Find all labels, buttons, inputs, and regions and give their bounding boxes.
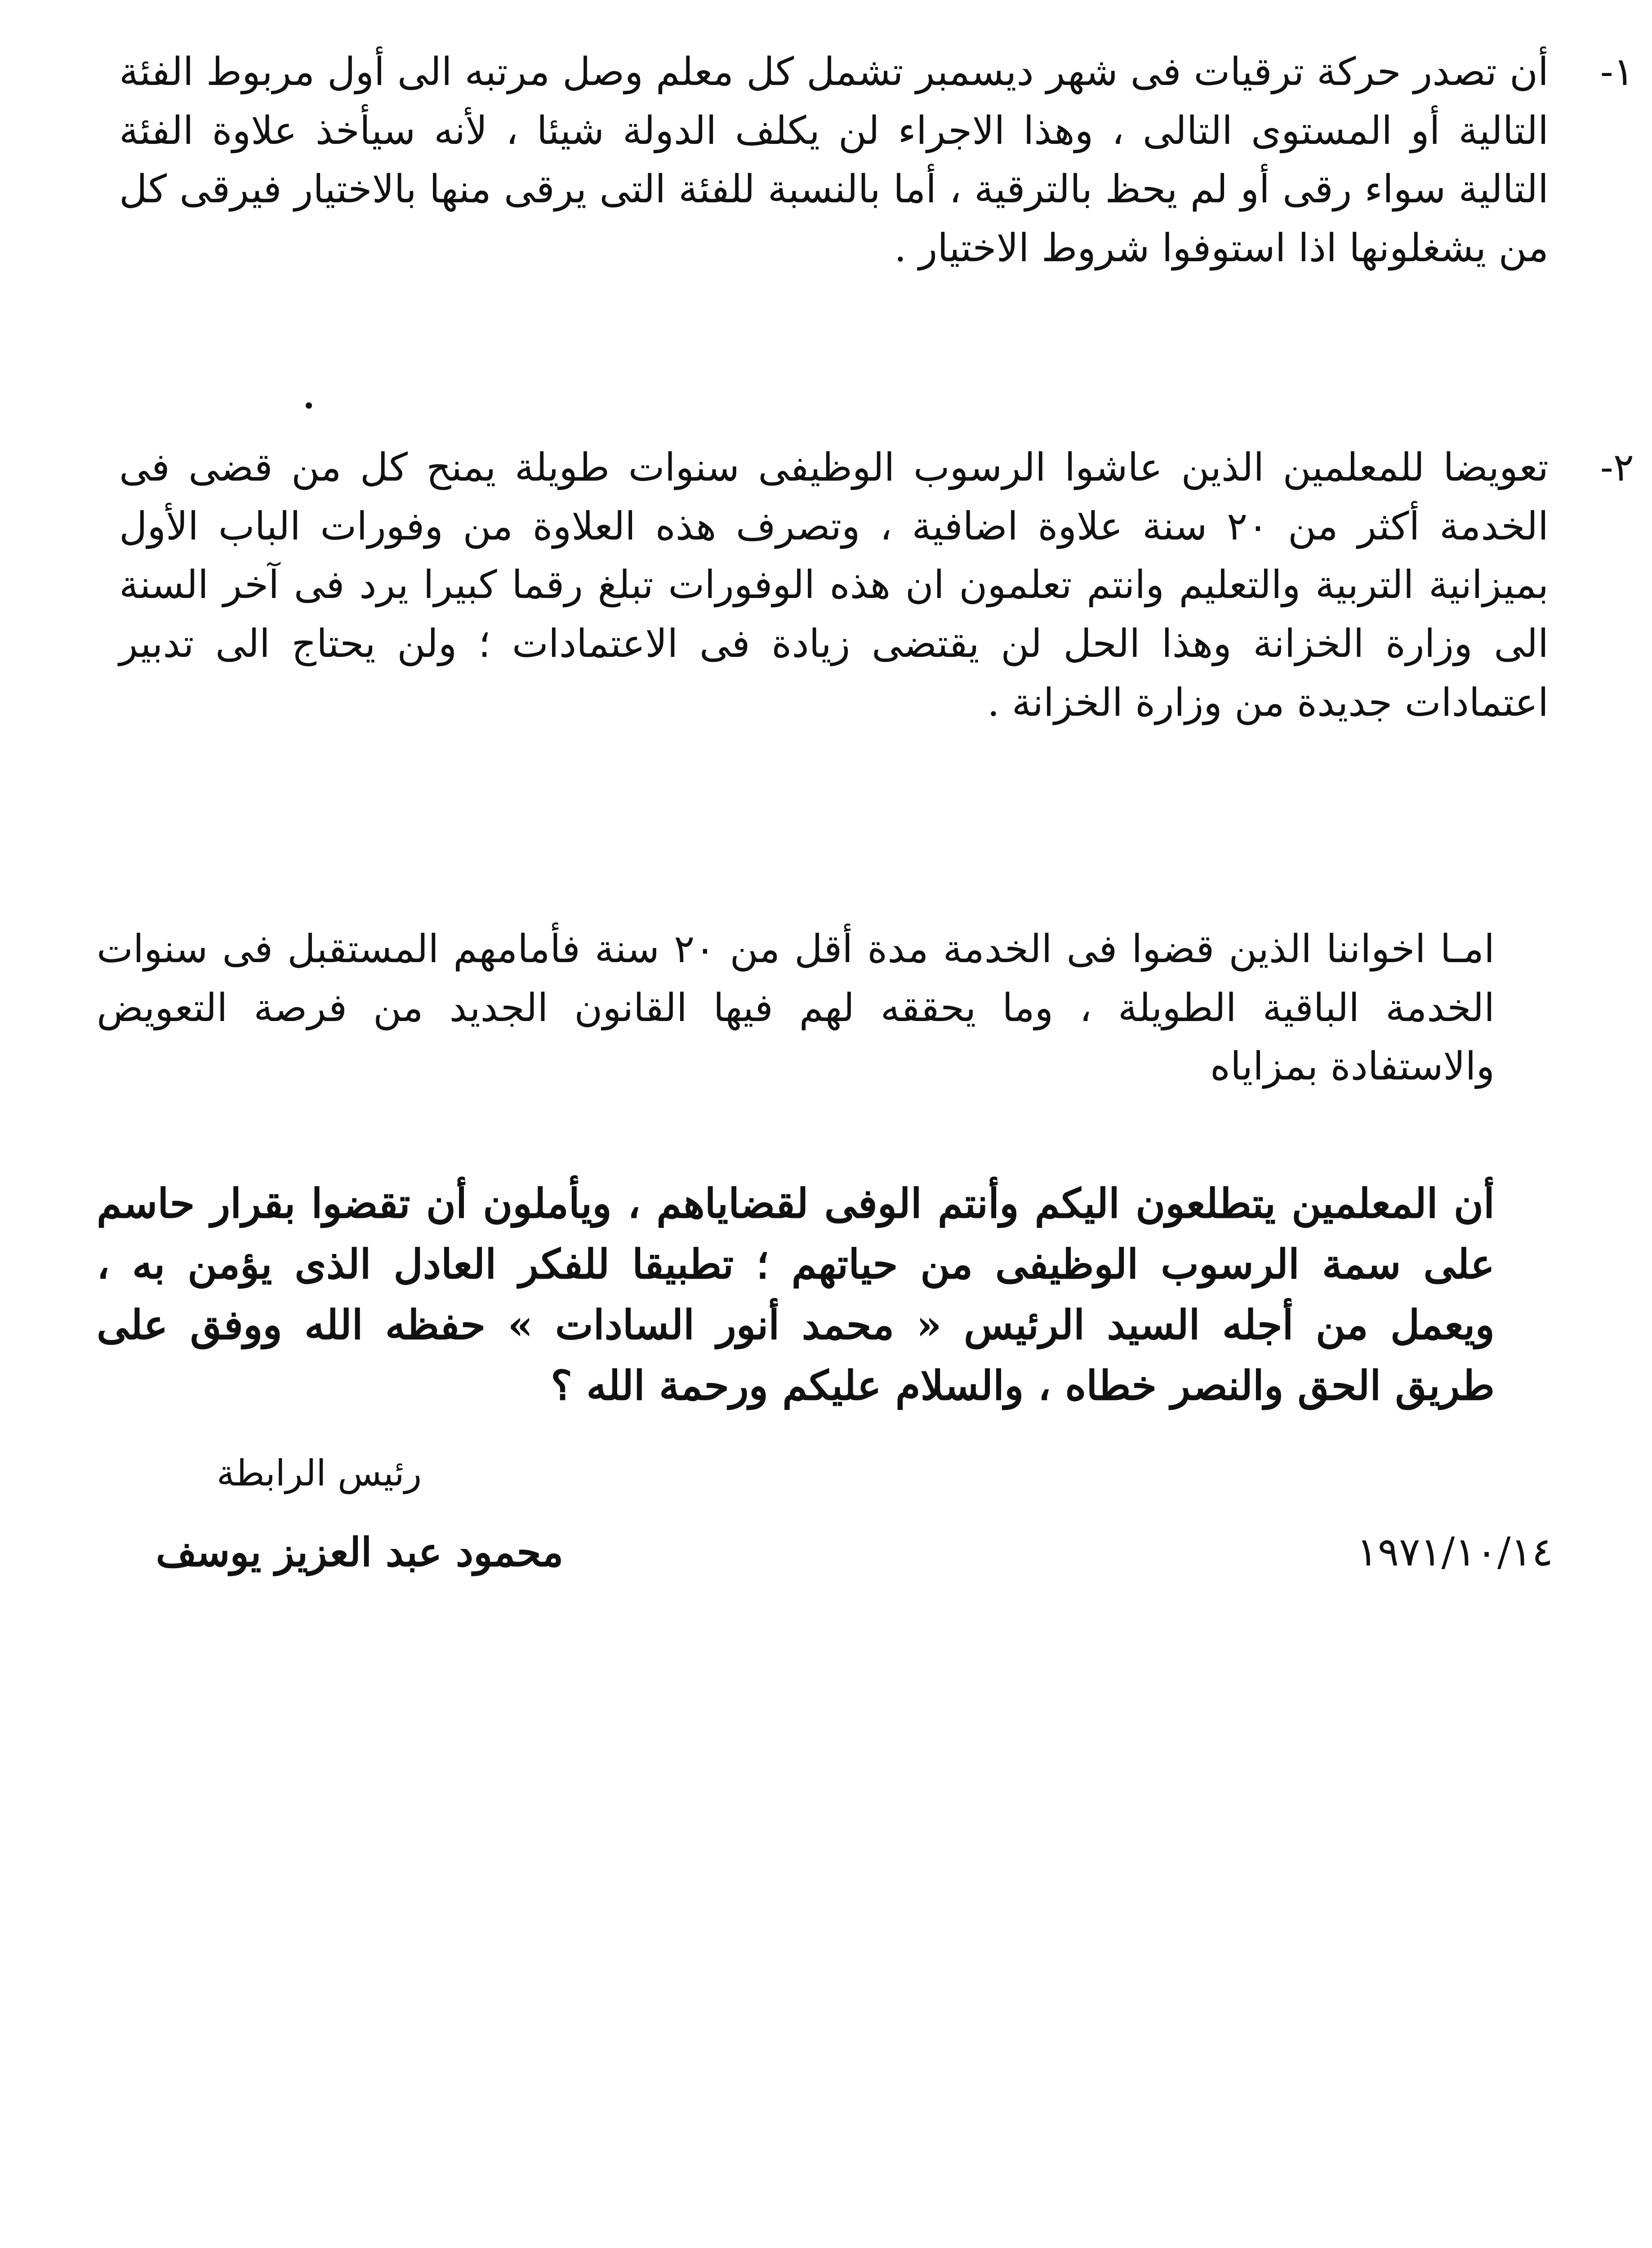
list-item-number: ١- [1600, 49, 1634, 94]
signature-name: محمود عبد العزيز يوسف [156, 1529, 564, 1575]
list-item-2 [119, 438, 1634, 732]
list-item-text: أن تصدر حركة ترقيات فى شهر ديسمبر تشمل كل معلم وصل مرتبه الى أول مربوط الفئة التالية أو المستوى التالى ، وهذا الاجراء لن يكلف الدولة شيئا ، لأنه سيأخذ علاوة الفئة التالية سواء رقى أو لم يحظ بالترقية ، أما بالنسبة للفئة التى يرقى منها بالاختيار فيرقى كل من يشغلونها اذا استوفوا شروط الاختيار . [119, 49, 1549, 271]
list-item-1 [119, 43, 1634, 278]
paragraph-closing: أن المعلمين يتطلعون اليكم وأنتم الوفى لقضاياهم ، ويأملون أن تقضوا بقرار حاسم على سمة الرسوب الوظيفى من حياتهم ؛ تطبيقا للفكر العادل الذى يؤمن به ، ويعمل من أجله السيد الرئيس « محمد أنور السادات » حفظه الله ووفق على طريق الحق والنصر خطاه ، والسلام عليكم ورحمة الله ؟ [97, 1180, 1495, 1409]
list-item-text: تعويضا للمعلمين الذين عاشوا الرسوب الوظيفى سنوات طويلة يمنح كل من قضى فى الخدمة أكثر من ٢٠ سنة علاوة اضافية ، وتصرف هذه العلاوة من وفورات الباب الأول بميزانية التربية والتعليم وانتم تعلمون ان هذه الوفورات تبلغ رقما كبيرا يرد فى آخر السنة الى وزارة الخزانة وهذا الحل لن يقتضى زيادة فى الاعتمادات ؛ ولن يحتاج الى تدبير اعتمادات جديدة من وزارة الخزانة . [119, 445, 1549, 725]
stray-dot-mark [306, 402, 312, 409]
signature-date: ١٩٧١/١٠/١٤ [1356, 1529, 1553, 1575]
signature-title: رئيس الرابطة [216, 1452, 422, 1494]
list-item-number: ٢- [1600, 445, 1634, 490]
paragraph-future: امـا اخواننا الذين قضوا فى الخدمة مدة أقل من ٢٠ سنة فأمامهم المستقبل فى سنوات الخدمة الباقية الطويلة ، وما يحققه لهم فيها القانون الجديد من فرصة التعويض والاستفادة بمزاياه [97, 927, 1495, 1089]
